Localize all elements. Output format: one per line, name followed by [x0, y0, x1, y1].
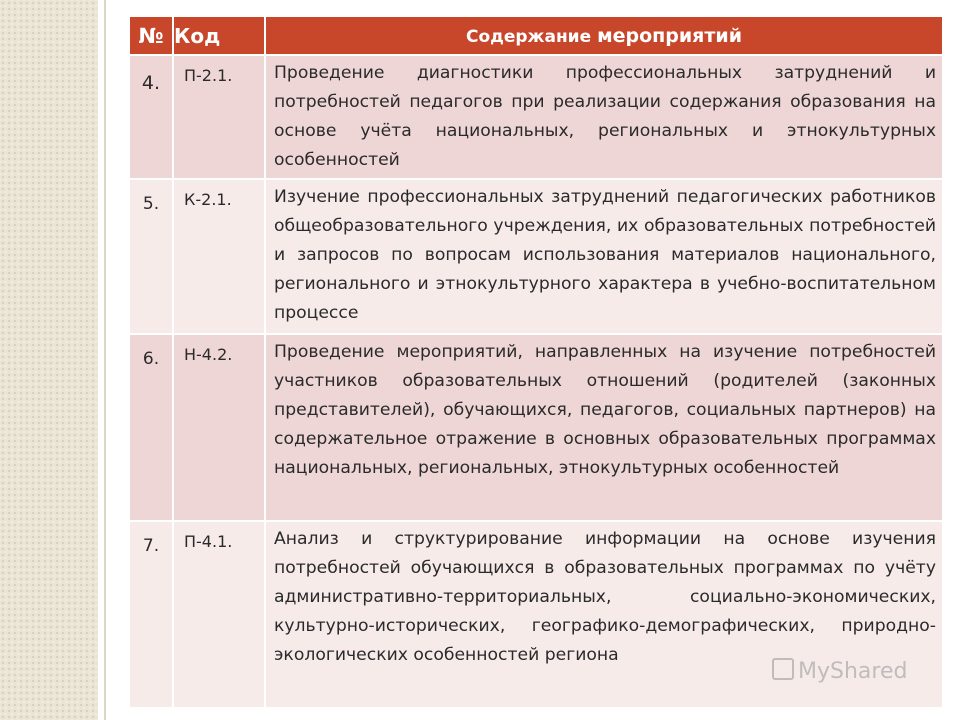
row-code: К-2.1.	[173, 179, 265, 334]
table-header-row	[129, 16, 943, 55]
decorative-divider	[104, 0, 106, 720]
row-code: П-2.1.	[173, 55, 265, 179]
watermark-text: MyShared	[798, 659, 908, 684]
watermark-icon	[772, 658, 794, 680]
watermark	[772, 658, 907, 684]
row-number: 7.	[129, 521, 173, 708]
row-code: П-4.1.	[173, 521, 265, 708]
events-table	[128, 15, 944, 709]
row-text: Анализ и структурирование информации на основе изучения потребностей обучающихся в образовательных программах по учёту административно-территориальных, социально-экономических, культурно-исторических, географико-демографических, природно-экологических особенностей региона	[265, 521, 943, 708]
row-number: 4.	[129, 55, 173, 179]
row-text: Проведение мероприятий, направленных на изучение потребностей участников образовательных отношений (родителей (законных представителей), обучающихся, педагогов, социальных партнеров) на содержательное отражение в основных образовательных программах национальных, региональных, этнокультурных особенностей	[265, 334, 943, 521]
header-content-prefix: Содержание	[465, 26, 592, 47]
row-text: Изучение профессиональных затруднений педагогических работников общеобразовательного учреждения, их образовательных потребностей и запросов по вопросам использования материалов национального, регионального и этнокультурного характера в учебно-воспитательном процессе	[265, 179, 943, 334]
header-code: Код	[173, 16, 265, 55]
row-number: 6.	[129, 334, 173, 521]
table-row	[129, 334, 943, 521]
row-number: 5.	[129, 179, 173, 334]
header-content-bold: мероприятий	[597, 24, 743, 47]
row-code: Н-4.2.	[173, 334, 265, 521]
header-number: №	[129, 16, 173, 55]
table-row	[129, 55, 943, 179]
table-row	[129, 179, 943, 334]
row-text: Проведение диагностики профессиональных затруднений и потребностей педагогов при реализации содержания образования на основе учёта национальных, региональных и этнокультурных особенностей	[265, 55, 943, 179]
decorative-side-pattern	[0, 0, 98, 720]
header-content	[265, 16, 943, 55]
